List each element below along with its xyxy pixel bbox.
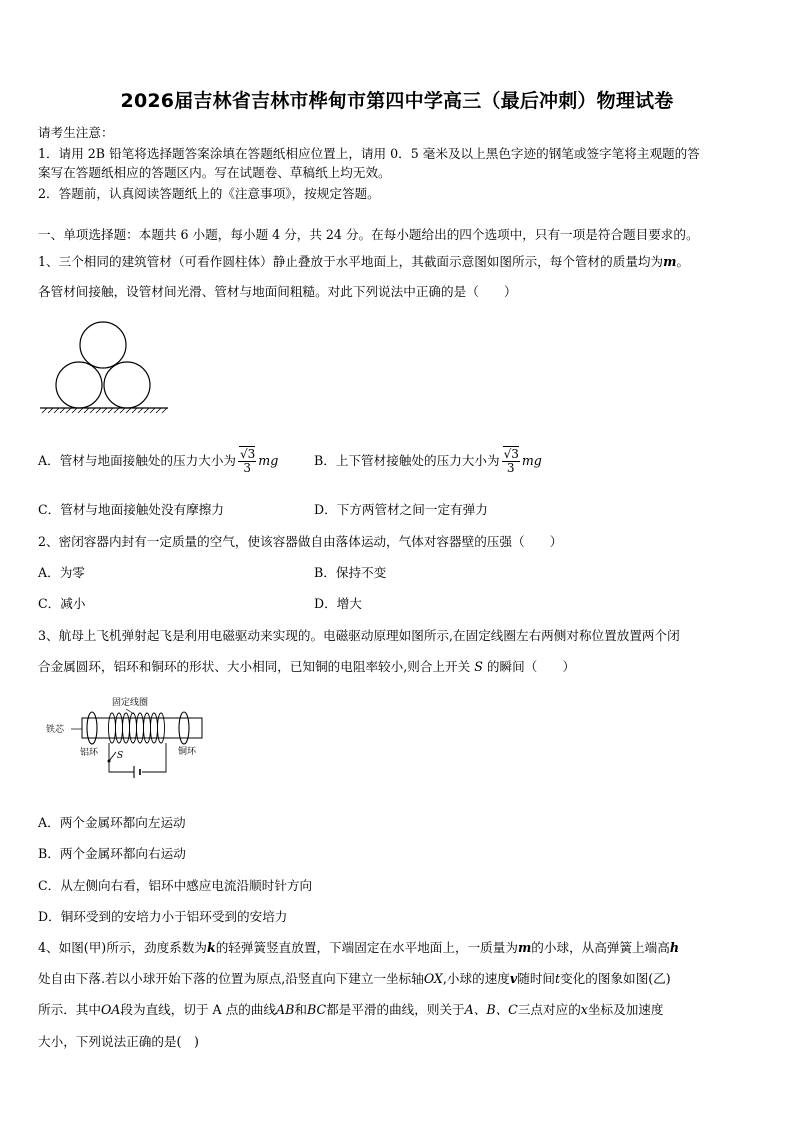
q2-stem: 2、密闭容器内封有一定质量的空气，使该容器做自由落体运动，气体对容器壁的压强（ ） xyxy=(38,534,563,549)
q1-option-c[interactable]: C．管材与地面接触处没有摩擦力 xyxy=(38,502,224,517)
q3-coil-figure xyxy=(44,690,214,790)
q3-option-b[interactable]: B．两个金属环都向右运动 xyxy=(38,846,186,861)
q3-option-a[interactable]: A．两个金属环都向左运动 xyxy=(38,815,186,830)
coil-label: 固定线圈 xyxy=(112,698,149,708)
q2-option-a[interactable]: A．为零 xyxy=(38,565,85,580)
notice-item-1-line-1: 1．请用 2B 铅笔将选择题答案涂填在答题纸相应位置上，请用 0．5 毫米及以上黑色字迹的钢笔或签字笔将主观题的答 xyxy=(38,146,700,161)
q3-option-d[interactable]: D．铜环受到的安培力小于铝环受到的安培力 xyxy=(38,909,288,924)
bottom-left-pipe xyxy=(56,362,102,408)
q1-stem-line-1: 1、三个相同的建筑管材（可看作圆柱体）静止叠放于水平地面上，其截面示意图如图所示，每个管材的质量均为m。 xyxy=(38,254,690,269)
switch-lever xyxy=(109,752,116,761)
q3-stem-line-1: 3、航母上飞机弹射起飞是利用电磁驱动来实现的。电磁驱动原理如图所示,在固定线圈左右两侧对称位置放置两个闭 xyxy=(38,628,680,643)
top-pipe xyxy=(80,322,126,368)
aluminum-ring-label: 铝环 xyxy=(80,748,99,758)
notice-heading: 请考生注意： xyxy=(38,125,114,140)
ground-hatching xyxy=(42,408,167,413)
q4-stem-line-4: 大小，下列说法正确的是( ) xyxy=(38,1034,199,1049)
q1-option-b[interactable]: B．上下管材接触处的压力大小为 $\frac{√3}{3}$ mg xyxy=(314,447,542,475)
circuit-wire-right xyxy=(142,743,166,772)
q2-option-b[interactable]: B．保持不变 xyxy=(314,565,387,580)
iron-core xyxy=(82,718,202,738)
fraction-sqrt3-over-3: $\frac{√3}{3}$ xyxy=(503,447,519,475)
q1-stem-line-2: 各管材间接触，设管材间光滑、管材与地面间粗糙。对此下列说法中正确的是（ ） xyxy=(38,284,517,299)
q1-option-d[interactable]: D．下方两管材之间一定有弹力 xyxy=(314,502,488,517)
section-heading: 一、单项选择题：本题共 6 小题，每小题 4 分，共 24 分。在每小题给出的四个选项中，只有一项是符合题目要求的。 xyxy=(38,227,699,242)
q4-stem-line-2: 处自由下落.若以小球开始下落的位置为原点,沿竖直向下建立一坐标轴OX,小球的速度v随时间t变化的图象如图(乙) xyxy=(38,971,671,986)
q1-option-a[interactable]: A．管材与地面接触处的压力大小为 $\frac{√3}{3}$ mg xyxy=(38,447,279,475)
notice-item-2: 2．答题前，认真阅读答题纸上的《注意事项》，按规定答题。 xyxy=(38,186,380,201)
copper-ring-label: 铜环 xyxy=(178,747,197,757)
q3-stem-line-2: 合金属圆环，铝环和铜环的形状、大小相同，已知铜的电阻率较小,则合上开关 S 的瞬间（ ） xyxy=(38,659,576,674)
notice-item-1-line-2: 案写在答题纸相应的答题区内。写在试题卷、草稿纸上均无效。 xyxy=(38,165,391,180)
bottom-right-pipe xyxy=(104,362,150,408)
q1-pipes-figure xyxy=(36,312,172,414)
q3-option-c[interactable]: C．从左侧向右看，铝环中感应电流沿顺时针方向 xyxy=(38,878,313,893)
core-label: 铁芯 xyxy=(46,725,65,735)
q2-option-c[interactable]: C．减小 xyxy=(38,596,86,611)
page-title: 2026届吉林省吉林市桦甸市第四中学高三（最后冲刺）物理试卷 xyxy=(120,90,674,112)
switch-label: S xyxy=(117,751,124,761)
fraction-sqrt3-over-3: $\frac{√3}{3}$ xyxy=(240,447,256,475)
q4-stem-line-3: 所示．其中OA段为直线，切于 A 点的曲线AB和BC都是平滑的曲线，则关于A、B、C三点对应的x坐标及加速度 xyxy=(38,1002,664,1017)
q4-stem-line-1: 4、如图(甲)所示，劲度系数为k的轻弹簧竖直放置，下端固定在水平地面上，一质量为m的小球，从高弹簧上端高h xyxy=(38,940,679,955)
copper-ring xyxy=(179,712,189,744)
aluminum-ring xyxy=(87,712,97,744)
q2-option-d[interactable]: D．增大 xyxy=(314,596,362,611)
